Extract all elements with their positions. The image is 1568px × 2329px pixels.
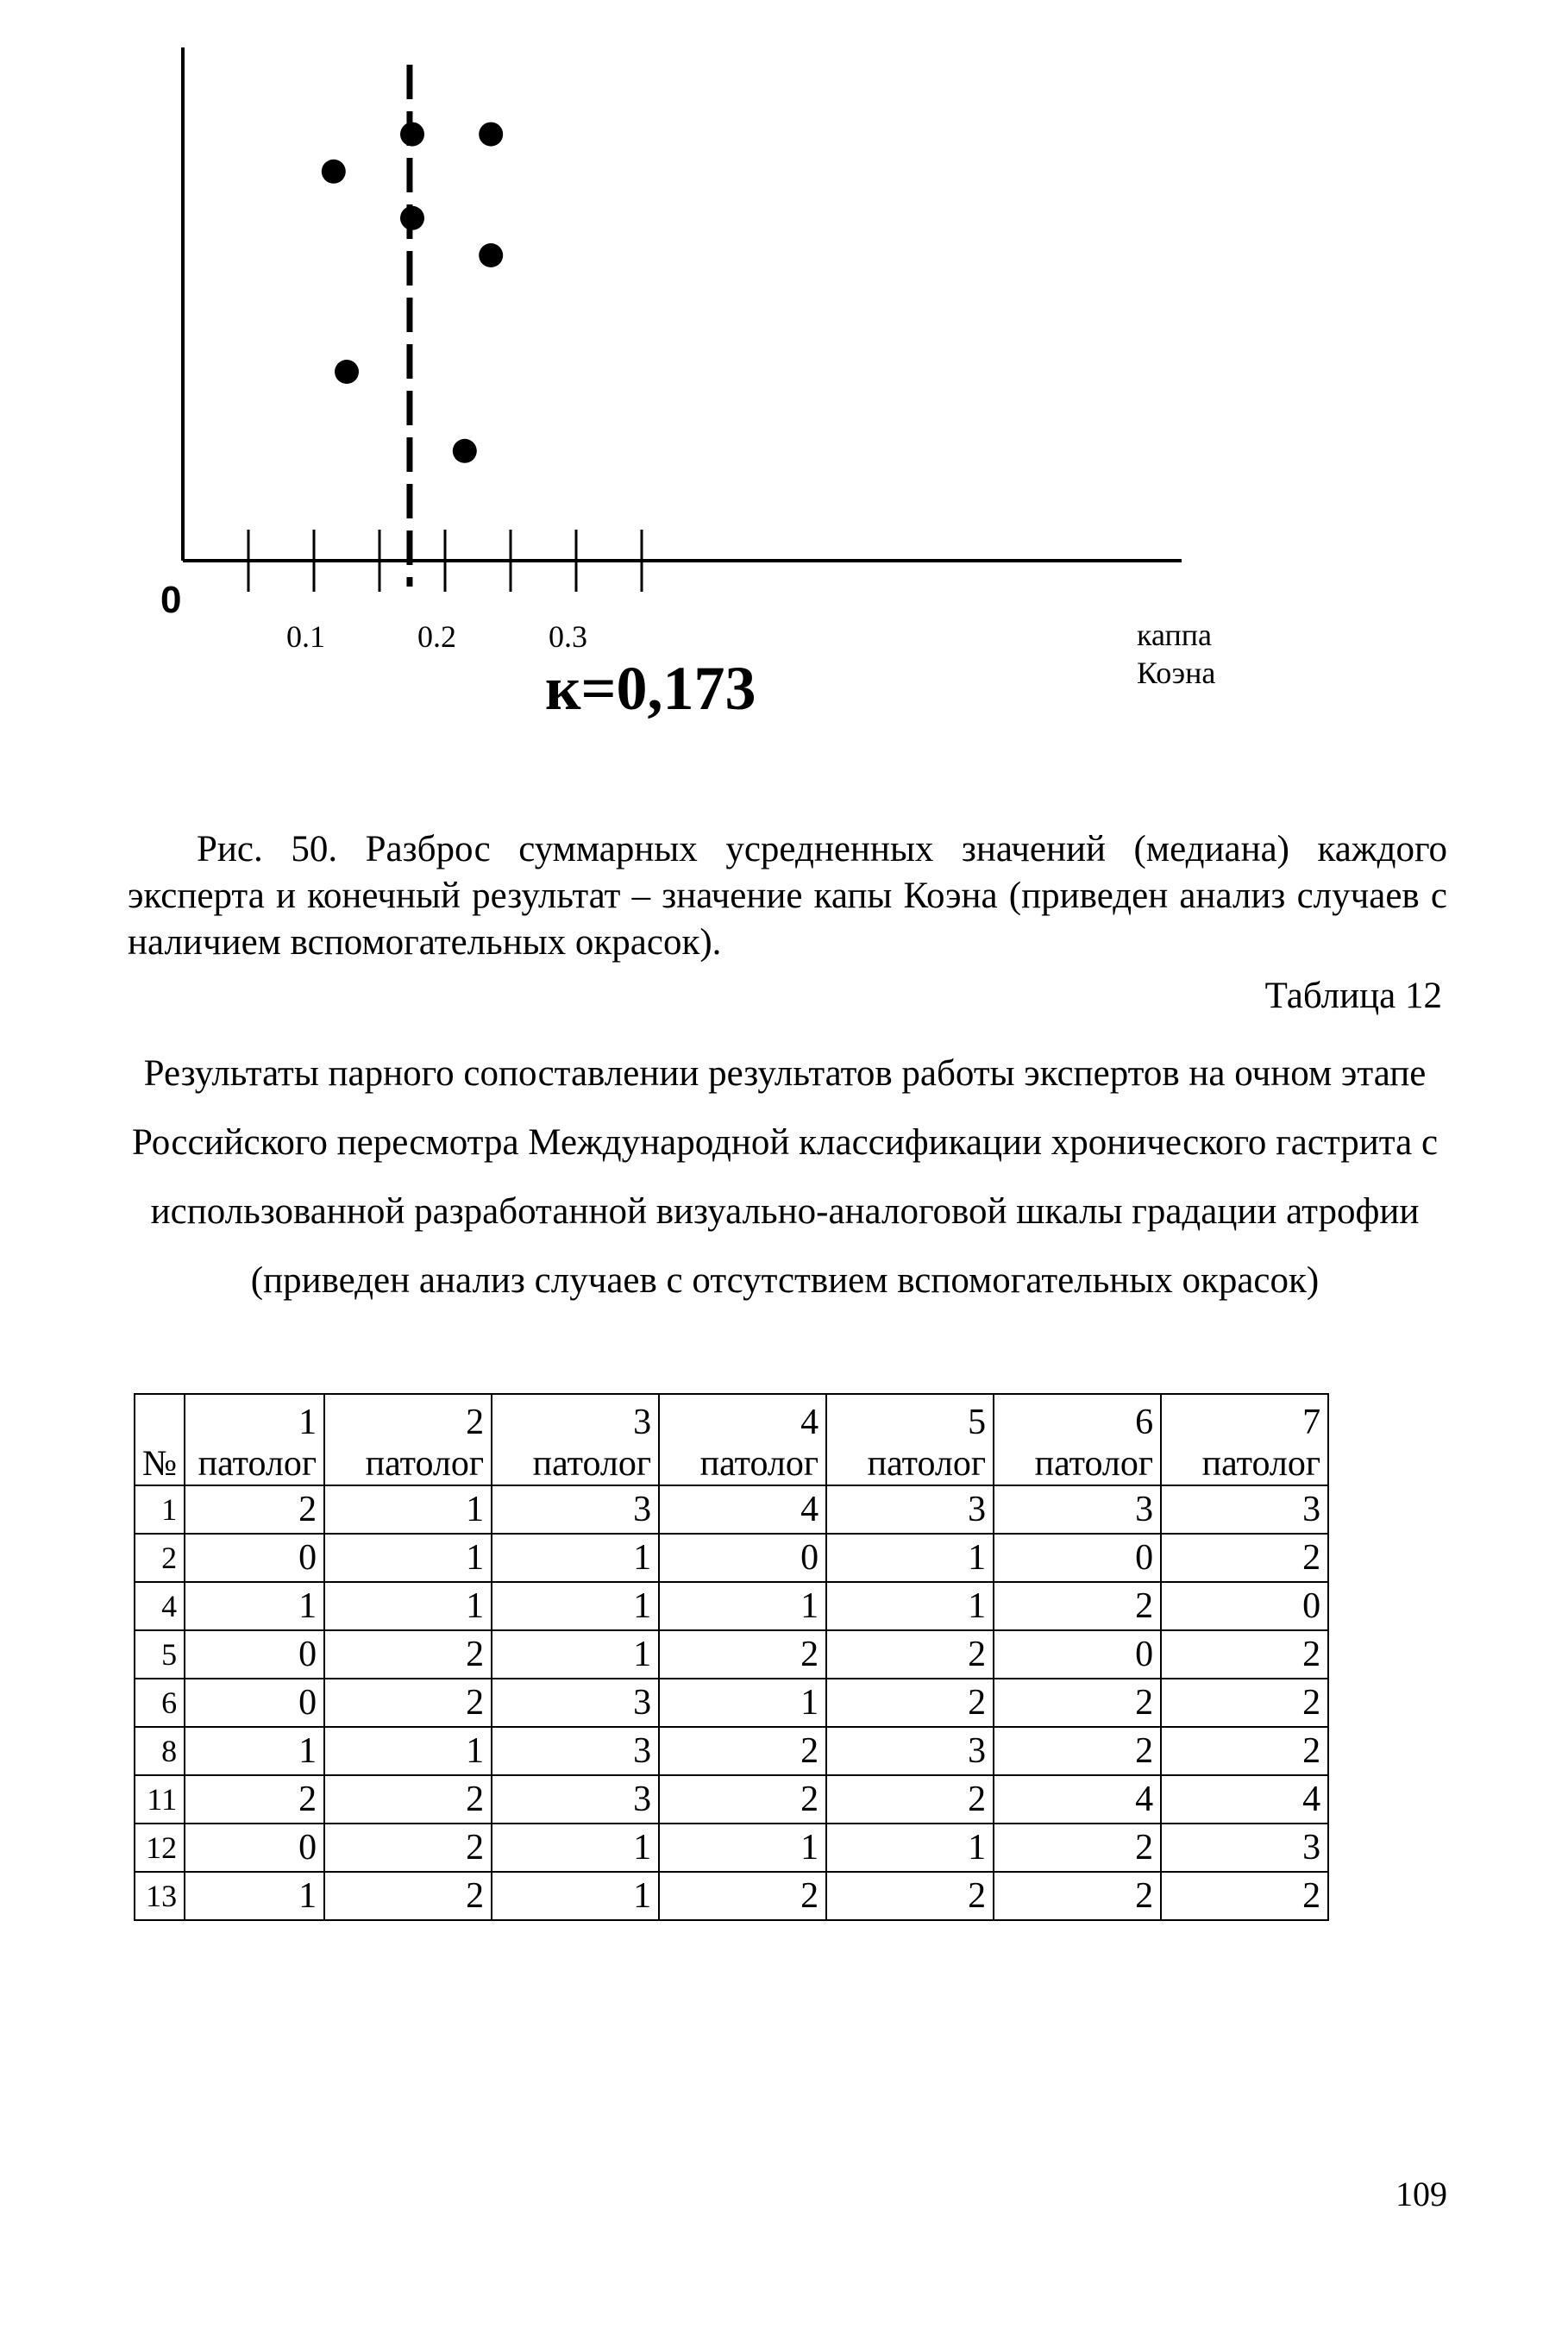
table-cell-score: 3 (492, 1679, 659, 1727)
table-cell-score: 0 (1161, 1582, 1328, 1630)
table-cell-score: 2 (324, 1872, 492, 1920)
table-row (135, 1872, 1328, 1920)
table-row (135, 1485, 1328, 1534)
page-number: 109 (1396, 2175, 1447, 2213)
table-cell-score: 1 (826, 1534, 994, 1582)
table-cell-score: 2 (994, 1727, 1161, 1775)
table-cell-score: 1 (185, 1872, 324, 1920)
table-cell-score: 1 (185, 1582, 324, 1630)
table-cell-case-number: 2 (135, 1534, 185, 1582)
table-cell-score: 2 (1161, 1872, 1328, 1920)
figure-caption (128, 826, 1447, 966)
table-cell-case-number: 6 (135, 1679, 185, 1727)
table-cell-score: 1 (659, 1679, 826, 1727)
expert-data-point (479, 243, 503, 267)
origin-label: 0 (160, 579, 182, 621)
table-cell-score: 1 (492, 1824, 659, 1872)
table-cell-case-number: 13 (135, 1872, 185, 1920)
table-cell-score: 2 (994, 1824, 1161, 1872)
x-axis-label-line2: Коэна (1137, 656, 1216, 690)
table-row (135, 1679, 1328, 1727)
x-tick-label: 0.2 (417, 619, 456, 654)
table-cell-score: 1 (324, 1727, 492, 1775)
x-tick-label: 0.3 (549, 619, 587, 654)
x-axis-label-line1: каппа (1137, 618, 1212, 652)
expert-data-point (322, 160, 346, 184)
figure-number: Рис. 50. (197, 829, 338, 869)
table-row (135, 1582, 1328, 1630)
table-cell-score: 1 (492, 1630, 659, 1679)
table-cell-score: 2 (826, 1775, 994, 1824)
table-cell-score: 4 (659, 1485, 826, 1534)
table-cell-score: 2 (185, 1775, 324, 1824)
table-cell-score: 0 (185, 1679, 324, 1727)
table-cell-case-number: 12 (135, 1824, 185, 1872)
results-table (134, 1393, 1329, 1921)
table-cell-score: 1 (492, 1872, 659, 1920)
header-cell-pathologist-7: 7 патолог (1161, 1394, 1328, 1485)
expert-data-point (400, 206, 424, 230)
table-cell-score: 3 (492, 1727, 659, 1775)
table-cell-score: 4 (994, 1775, 1161, 1824)
table-cell-score: 2 (324, 1679, 492, 1727)
expert-data-point (479, 122, 503, 147)
table-cell-score: 2 (1161, 1679, 1328, 1727)
table-body (135, 1485, 1328, 1920)
table-cell-score: 1 (324, 1534, 492, 1582)
table-cell-score: 0 (994, 1534, 1161, 1582)
table-header-row (135, 1394, 1328, 1485)
kappa-scatter-chart (0, 0, 1568, 759)
x-tick-label: 0.1 (286, 619, 325, 654)
table-cell-case-number: 8 (135, 1727, 185, 1775)
table-cell-score: 3 (492, 1775, 659, 1824)
table-cell-score: 2 (1161, 1534, 1328, 1582)
table-cell-score: 1 (492, 1534, 659, 1582)
table-cell-score: 2 (826, 1872, 994, 1920)
header-cell-pathologist-1: 1 патолог (185, 1394, 324, 1485)
header-cell-pathologist-5: 5 патолог (826, 1394, 994, 1485)
table-cell-score: 3 (994, 1485, 1161, 1534)
header-cell-pathologist-3: 3 патолог (492, 1394, 659, 1485)
header-cell-pathologist-4: 4 патолог (659, 1394, 826, 1485)
table-cell-score: 0 (659, 1534, 826, 1582)
table-cell-score: 2 (324, 1775, 492, 1824)
table-row (135, 1824, 1328, 1872)
table-cell-score: 2 (659, 1727, 826, 1775)
table-row (135, 1727, 1328, 1775)
table-cell-score: 1 (659, 1824, 826, 1872)
header-cell-pathologist-2: 2 патолог (324, 1394, 492, 1485)
table-cell-score: 2 (826, 1679, 994, 1727)
table-title: Результаты парного сопоставлении результатов работы экспертов на очном этапе Российского пересмотра Международной классификации хронического гастрита с использованной разработанной визуально-аналоговой шкалы градации атрофии (приведен анализ случаев с отсутствием вспомогательных окрасок) (131, 1053, 1439, 1301)
expert-data-point (453, 439, 477, 463)
table-cell-score: 2 (1161, 1727, 1328, 1775)
table-cell-score: 3 (1161, 1824, 1328, 1872)
table-cell-case-number: 11 (135, 1775, 185, 1824)
table-cell-score: 1 (826, 1824, 994, 1872)
table-row (135, 1775, 1328, 1824)
table-cell-score: 2 (185, 1485, 324, 1534)
table-cell-score: 2 (826, 1630, 994, 1679)
header-cell-number: № (135, 1394, 185, 1485)
table-cell-score: 2 (994, 1582, 1161, 1630)
table-cell-score: 1 (324, 1582, 492, 1630)
table-cell-score: 2 (994, 1679, 1161, 1727)
table-cell-score: 2 (324, 1630, 492, 1679)
table-cell-score: 1 (324, 1485, 492, 1534)
table-cell-score: 0 (185, 1824, 324, 1872)
expert-data-point (400, 122, 424, 147)
table-cell-score: 2 (1161, 1630, 1328, 1679)
table-cell-score: 2 (659, 1872, 826, 1920)
table-row (135, 1630, 1328, 1679)
table-cell-score: 1 (492, 1582, 659, 1630)
table-cell-score: 2 (659, 1630, 826, 1679)
kappa-value-label: к=0,173 (545, 654, 756, 723)
table-cell-score: 1 (826, 1582, 994, 1630)
table-cell-score: 0 (185, 1630, 324, 1679)
table-cell-score: 3 (826, 1485, 994, 1534)
table-cell-case-number: 4 (135, 1582, 185, 1630)
table-cell-score: 1 (659, 1582, 826, 1630)
table-cell-case-number: 1 (135, 1485, 185, 1534)
table-cell-score: 3 (1161, 1485, 1328, 1534)
expert-data-point (335, 360, 359, 384)
table-cell-score: 0 (994, 1630, 1161, 1679)
table-cell-score: 4 (1161, 1775, 1328, 1824)
table-cell-score: 0 (185, 1534, 324, 1582)
table-cell-score: 2 (324, 1824, 492, 1872)
table-cell-score: 2 (659, 1775, 826, 1824)
header-cell-pathologist-6: 6 патолог (994, 1394, 1161, 1485)
table-cell-case-number: 5 (135, 1630, 185, 1679)
table-cell-score: 3 (826, 1727, 994, 1775)
table-row (135, 1534, 1328, 1582)
table-cell-score: 2 (994, 1872, 1161, 1920)
table-label: Таблица 12 (1264, 976, 1442, 1016)
table-cell-score: 1 (185, 1727, 324, 1775)
table-cell-score: 3 (492, 1485, 659, 1534)
figure-caption-text: Разброс суммарных усредненных значений (медиана) каждого эксперта и конечный результат – значение капы Коэна (приведен анализ случаев с наличием вспомогательных окрасок). (128, 829, 1448, 963)
